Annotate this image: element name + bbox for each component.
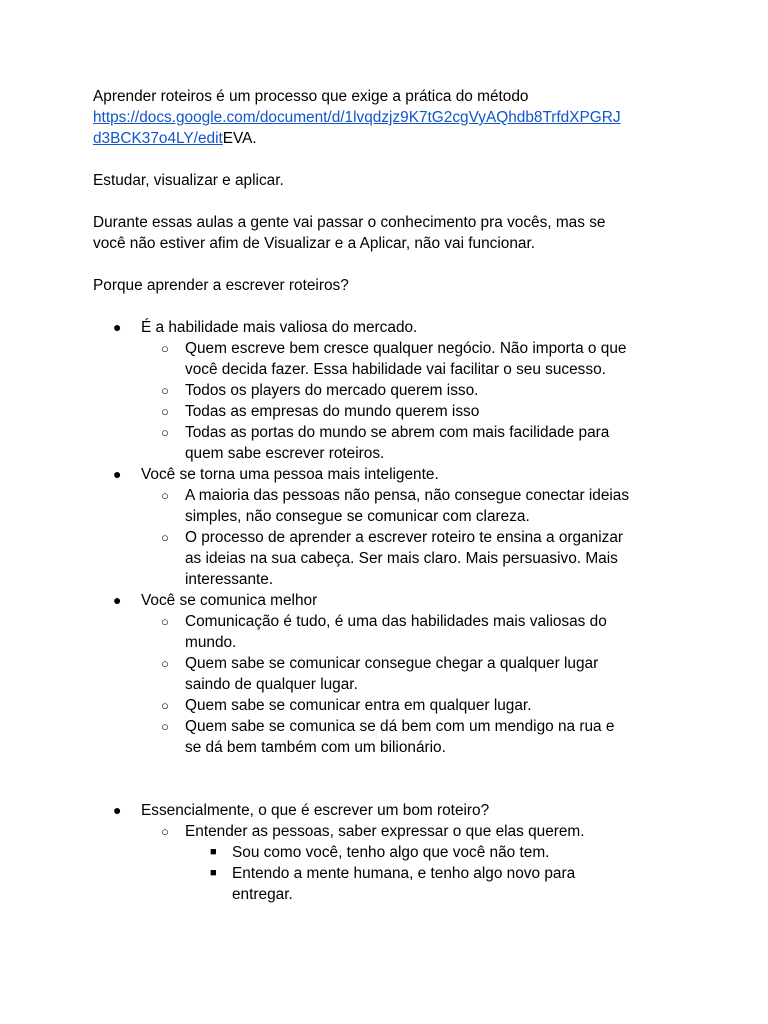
reasons-list (93, 317, 683, 758)
method-link-line2[interactable]: d3BCK37o4LY/edit (93, 130, 223, 147)
circle-marker: ○ (161, 824, 169, 839)
list-item-text: Você se comunica melhor (141, 592, 318, 609)
list-subitem-line: as ideias na sua cabeça. Ser mais claro. Mais persuasivo. Mais (185, 550, 618, 567)
list-subitem-line: quem sabe escrever roteiros. (185, 445, 385, 462)
circle-marker: ○ (161, 656, 169, 671)
list-subitem-text: Todos os players do mercado querem isso. (185, 382, 479, 399)
list-subitem (93, 695, 683, 716)
classes-line2: você não estiver afim de Visualizar e a Aplicar, não vai funcionar. (93, 235, 536, 252)
list-subitem-text: Todas as empresas do mundo querem isso (185, 403, 480, 420)
circle-marker: ○ (161, 488, 169, 503)
method-link[interactable] (93, 107, 683, 147)
list-subitem-line: Quem escreve bem cresce qualquer negócio. Não importa o que (185, 340, 627, 357)
list-item-text: Você se torna uma pessoa mais inteligente. (141, 466, 439, 483)
circle-marker: ○ (161, 698, 169, 713)
bullet-marker: ● (113, 466, 122, 482)
list-subitem-line: Quem sabe se comunicar consegue chegar a qualquer lugar (185, 655, 599, 672)
list-subsubitem-text: Sou como você, tenho algo que você não tem. (232, 844, 550, 861)
circle-marker: ○ (161, 341, 169, 356)
list-subitem-line: você decida fazer. Essa habilidade vai facilitar o seu sucesso. (185, 361, 606, 378)
list-subitem (93, 422, 683, 464)
bullet-marker: ● (113, 319, 122, 335)
list-subitem (93, 527, 683, 590)
study-paragraph: Estudar, visualizar e aplicar. (93, 172, 284, 189)
list-subitem-line: se dá bem também com um bilionário. (185, 739, 446, 756)
circle-marker: ○ (161, 404, 169, 419)
list-subitem (93, 716, 683, 758)
circle-marker: ○ (161, 530, 169, 545)
circle-marker: ○ (161, 614, 169, 629)
list-subitem-text: Quem sabe se comunicar entra em qualquer lugar. (185, 697, 532, 714)
list-subsubitem-line: Entendo a mente humana, e tenho algo novo para (232, 865, 576, 882)
list-subitem-line: O processo de aprender a escrever roteiro te ensina a organizar (185, 529, 624, 546)
list-item (93, 464, 683, 485)
circle-marker: ○ (161, 383, 169, 398)
list-subitem (93, 485, 683, 527)
list-subitem (93, 611, 683, 653)
document-body (93, 86, 683, 905)
list-subitem-line: Todas as portas do mundo se abrem com mais facilidade para (185, 424, 610, 441)
method-link-line1[interactable]: https://docs.google.com/document/d/1lvqdzjz9K7tG2cgVyAQhdb8TrfdXPGRJ (93, 109, 621, 126)
list-item (93, 317, 683, 338)
list-subitem (93, 338, 683, 380)
list-item (93, 590, 683, 611)
list-item-text: É a habilidade mais valiosa do mercado. (141, 319, 418, 336)
list-subitem-line: Comunicação é tudo, é uma das habilidades mais valiosas do (185, 613, 607, 630)
classes-paragraph (93, 212, 683, 254)
list-subitem-line: simples, não consegue se comunicar com clareza. (185, 508, 530, 525)
essentials-list (93, 800, 683, 905)
list-item-text: Essencialmente, o que é escrever um bom roteiro? (141, 802, 490, 819)
classes-line1: Durante essas aulas a gente vai passar o conhecimento pra vocês, mas se (93, 214, 606, 231)
list-subitem (93, 653, 683, 695)
list-subitem-line: Quem sabe se comunica se dá bem com um mendigo na rua e (185, 718, 615, 735)
list-subitem (93, 401, 683, 422)
list-subitem (93, 821, 683, 842)
square-marker: ■ (210, 846, 217, 858)
square-marker: ■ (210, 867, 217, 879)
list-item (93, 800, 683, 821)
bullet-marker: ● (113, 592, 122, 608)
bullet-marker: ● (113, 802, 122, 818)
list-subsubitem-line: entregar. (232, 886, 293, 903)
circle-marker: ○ (161, 719, 169, 734)
intro-paragraph (93, 86, 683, 149)
intro-text: Aprender roteiros é um processo que exige a prática do método (93, 88, 529, 105)
list-subitem-line: A maioria das pessoas não pensa, não consegue conectar ideias (185, 487, 630, 504)
list-subitem (93, 380, 683, 401)
list-subsubitem (93, 842, 683, 863)
list-subitem-text: Entender as pessoas, saber expressar o que elas querem. (185, 823, 585, 840)
circle-marker: ○ (161, 425, 169, 440)
intro-suffix: EVA. (222, 130, 257, 147)
list-subitem-line: mundo. (185, 634, 237, 651)
list-subsubitem (93, 863, 683, 905)
list-subitem-line: interessante. (185, 571, 274, 588)
question-heading: Porque aprender a escrever roteiros? (93, 277, 349, 294)
list-subitem-line: saindo de qualquer lugar. (185, 676, 358, 693)
